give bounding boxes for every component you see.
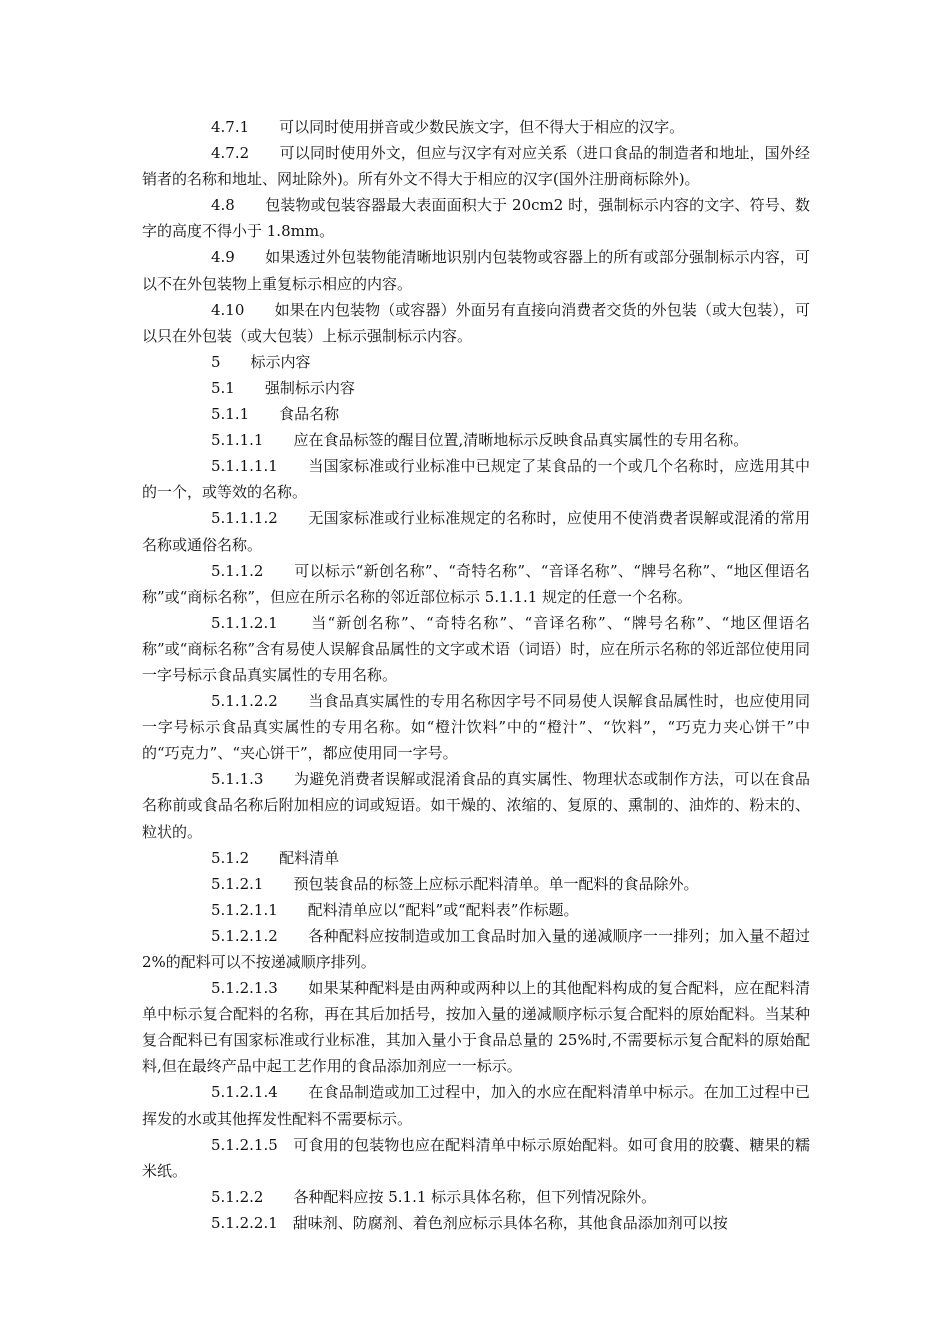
paragraph: 5.1.1.2.1 当“新创名称”、“奇特名称”、“音译名称”、“牌号名称”、“地区俚语名称”或“商标名称”含有易使人误解食品属性的文字或术语（词语）时，应在所示名称的邻近部位使用同一字号标示食品真实属性的专用名称。 [142, 613, 811, 684]
paragraph: 4.10 如果在内包装物（或容器）外面另有直接向消费者交货的外包装（或大包装），可以只在外包装（或大包装）上标示强制标示内容。 [142, 300, 810, 345]
paragraph: 5.1.2 配料清单 [211, 848, 340, 867]
paragraph: 5.1.1.2 可以标示“新创名称”、“奇特名称”、“音译名称”、“牌号名称”、“地区俚语名称”或“商标名称”，但应在所示名称的邻近部位标示 5.1.1.1 规定的任意一个名称。 [142, 561, 810, 606]
paragraph: 5.1.1.1 应在食品标签的醒目位置,清晰地标示反映食品真实属性的专用名称。 [211, 431, 749, 450]
paragraph: 5.1.1 食品名称 [211, 405, 340, 424]
paragraph: 4.9 如果透过外包装物能清晰地识别内包装物或容器上的所有或部分强制标示内容，可以不在外包装物上重复标示相应的内容。 [142, 248, 810, 293]
paragraph: 5 标示内容 [211, 352, 311, 371]
paragraph: 5.1.2.2 各种配料应按 5.1.1 标示具体名称，但下列情况除外。 [211, 1187, 657, 1206]
paragraph: 5.1.2.2.1 甜味剂、防腐剂、着色剂应标示具体名称，其他食品添加剂可以按 [211, 1213, 728, 1232]
paragraph: 5.1 强制标示内容 [211, 378, 355, 397]
paragraph: 5.1.2.1.4 在食品制造或加工过程中，加入的水应在配料清单中标示。在加工过程中已挥发的水或其他挥发性配料不需要标示。 [142, 1083, 810, 1128]
paragraph: 5.1.1.1.1 当国家标准或行业标准中已规定了某食品的一个或几个名称时，应选用其中的一个，或等效的名称。 [142, 457, 810, 502]
paragraph: 4.7.1 可以同时使用拼音或少数民族文字，但不得大于相应的汉字。 [211, 118, 685, 136]
paragraph: 5.1.2.1.5 可食用的包装物也应在配料清单中标示原始配料。如可食用的胶囊、糖果的糯米纸。 [142, 1135, 810, 1180]
document-body [142, 114, 815, 1236]
paragraph: 5.1.1.3 为避免消费者误解或混淆食品的真实属性、物理状态或制作方法，可以在食品名称前或食品名称后附加相应的词或短语。如干燥的、浓缩的、复原的、熏制的、油炸的、粉末的、粒状的。 [142, 770, 810, 841]
paragraph: 5.1.2.1.2 各种配料应按制造或加工食品时加入量的递减顺序一一排列；加入量不超过 2%的配料可以不按递减顺序排列。 [142, 926, 815, 971]
paragraph: 5.1.2.1 预包装食品的标签上应标示配料清单。单一配料的食品除外。 [211, 874, 699, 893]
paragraph: 5.1.1.2.2 当食品真实属性的专用名称因字号不同易使人误解食品属性时，也应使用同一字号标示食品真实属性的专用名称。如“橙汁饮料”中的“橙汁”、“饮料”，“巧克力夹心饼干”中的“巧克力”、“夹心饼干”，都应使用同一字号。 [142, 692, 810, 763]
paragraph: 5.1.1.1.2 无国家标准或行业标准规定的名称时，应使用不使消费者误解或混淆的常用名称或通俗名称。 [142, 509, 810, 554]
paragraph: 4.7.2 可以同时使用外文，但应与汉字有对应关系（进口食品的制造者和地址，国外经销者的名称和地址、网址除外)。所有外文不得大于相应的汉字(国外注册商标除外)。 [142, 144, 810, 189]
paragraph: 5.1.2.1.1 配料清单应以“配料”或“配料表”作标题。 [211, 900, 579, 919]
paragraph: 5.1.2.1.3 如果某种配料是由两种或两种以上的其他配料构成的复合配料，应在配料清单中标示复合配料的名称，再在其后加括号，按加入量的递减顺序标示复合配料的原始配料。当某种复合配料已有国家标准或行业标准，其加入量小于食品总量的 25%时,不需要标示复合配料的原始配料,但在最终产品中起工艺作用的食品添加剂应一一标示。 [142, 979, 810, 1076]
paragraph: 4.8 包装物或包装容器最大表面面积大于 20cm2 时，强制标示内容的文字、符号、数字的高度不得小于 1.8mm。 [142, 196, 810, 241]
